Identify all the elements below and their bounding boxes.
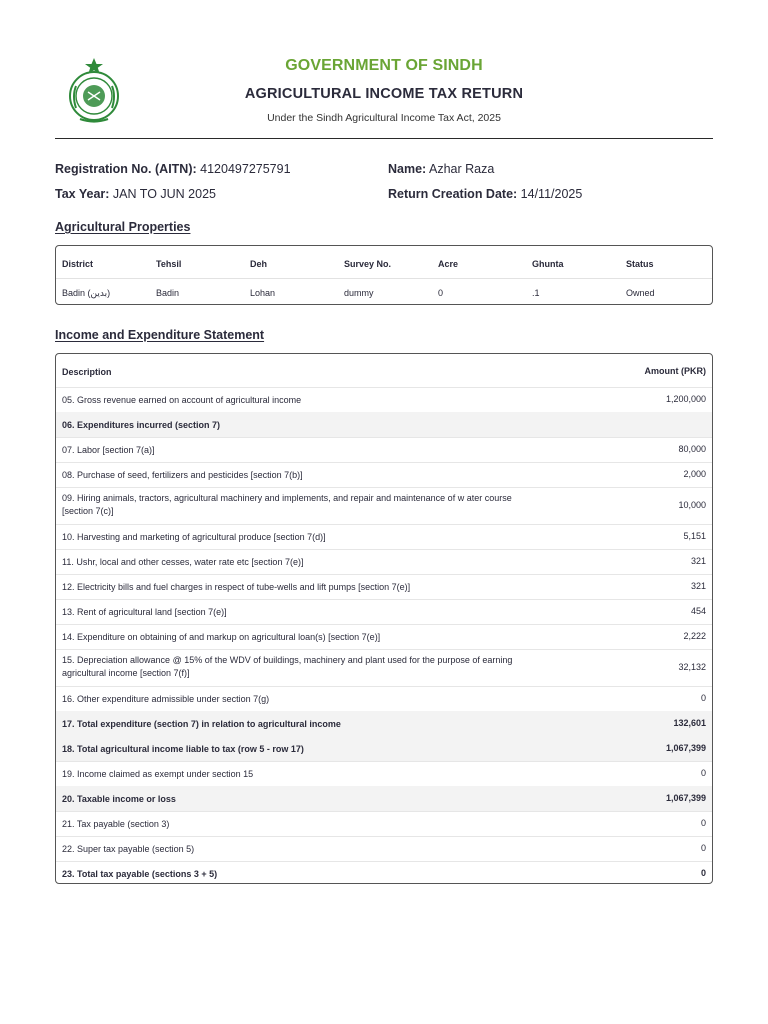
- income-row-amount: 10,000: [678, 500, 706, 510]
- income-row-amount: 80,000: [678, 444, 706, 454]
- properties-table: [55, 245, 713, 305]
- income-row: [56, 686, 712, 712]
- income-header-row: [56, 354, 712, 388]
- income-row-description: 16. Other expenditure admissible under section 7(g): [62, 694, 270, 704]
- income-row: [56, 711, 712, 737]
- income-row-amount: 0: [700, 768, 706, 778]
- income-row: [56, 761, 712, 787]
- income-title: Income and Expenditure Statement: [55, 328, 265, 342]
- tax-year-field: [55, 187, 216, 201]
- income-row: [56, 811, 712, 837]
- creation-date-field: [388, 187, 582, 201]
- properties-column-header: Survey No.: [344, 259, 392, 269]
- income-row: [56, 861, 712, 884]
- income-row-description: 18. Total agricultural income liable to tax (row 5 - row 17): [62, 744, 304, 754]
- header-divider: [55, 138, 713, 139]
- properties-column-header: Ghunta: [532, 259, 564, 269]
- income-row-description: 07. Labor [section 7(a)]: [62, 445, 155, 455]
- description-column-header: Description: [62, 367, 112, 377]
- properties-column-header: District: [62, 259, 94, 269]
- income-row: [56, 736, 712, 762]
- name-field: [388, 162, 494, 176]
- income-row-amount: 0: [700, 868, 706, 878]
- income-row-amount: 5,151: [683, 531, 706, 541]
- amount-column-header: Amount (PKR): [644, 366, 706, 376]
- properties-cell: Owned: [626, 288, 655, 298]
- income-row-description: 12. Electricity bills and fuel charges in respect of tube-wells and lift pumps [section 7(e)]: [62, 582, 411, 592]
- properties-cell: Lohan: [250, 288, 276, 298]
- income-row-amount: 454: [690, 606, 706, 616]
- income-row-description: 11. Ushr, local and other cesses, water rate etc [section 7(e)]: [62, 557, 304, 567]
- income-row: [56, 437, 712, 463]
- properties-cell: dummy: [344, 288, 374, 298]
- income-row-amount: 1,067,399: [665, 793, 706, 803]
- income-row-description: 22. Super tax payable (section 5): [62, 844, 195, 854]
- creation-date-value: 14/11/2025: [520, 187, 583, 201]
- income-row-amount: 0: [700, 818, 706, 828]
- income-row-amount: 1,067,399: [665, 743, 706, 753]
- income-row: [56, 836, 712, 862]
- income-row-amount: 32,132: [678, 662, 706, 672]
- properties-column-header: Acre: [438, 259, 459, 269]
- income-row: [56, 786, 712, 812]
- properties-row: [56, 279, 712, 305]
- income-row-description: 05. Gross revenue earned on account of agricultural income: [62, 395, 302, 405]
- income-row-amount: 0: [700, 693, 706, 703]
- registration-field: [55, 162, 291, 176]
- income-row-amount: 2,222: [683, 631, 706, 641]
- income-row-description: 14. Expenditure on obtaining of and markup on agricultural loan(s) [section 7(e)]: [62, 632, 381, 642]
- income-row: [56, 524, 712, 550]
- income-row-description: 20. Taxable income or loss: [62, 794, 176, 804]
- properties-cell: Badin (بدين): [62, 288, 111, 298]
- properties-title: Agricultural Properties: [55, 220, 191, 234]
- income-row: [56, 599, 712, 625]
- properties-cell: Badin: [156, 288, 180, 298]
- income-row-description: 08. Purchase of seed, fertilizers and pesticides [section 7(b)]: [62, 470, 303, 480]
- income-row: [56, 462, 712, 488]
- income-row-amount: 1,200,000: [665, 394, 706, 404]
- tax-year-label: Tax Year:: [55, 187, 110, 201]
- properties-header-row: [56, 250, 712, 279]
- income-row-description: 09. Hiring animals, tractors, agricultural machinery and implements, and repair and maintenance of w ater course [section 7(c)]: [62, 493, 512, 516]
- sindh-emblem-icon: [62, 56, 126, 124]
- income-row-amount: 2,000: [683, 469, 706, 479]
- document-title: AGRICULTURAL INCOME TAX RETURN: [244, 86, 524, 102]
- act-subtitle: Under the Sindh Agricultural Income Tax Act, 2025: [267, 112, 501, 124]
- registration-label: Registration No. (AITN):: [55, 162, 197, 176]
- income-row: [56, 412, 712, 438]
- properties-column-header: Status: [626, 259, 654, 269]
- income-row: [56, 387, 712, 413]
- income-row: [56, 549, 712, 575]
- income-row: [56, 624, 712, 650]
- income-row-description: 19. Income claimed as exempt under section 15: [62, 769, 254, 779]
- income-table: [55, 353, 713, 884]
- name-value: Azhar Raza: [429, 162, 495, 176]
- income-row-description: 13. Rent of agricultural land [section 7(e)]: [62, 607, 227, 617]
- income-row-description: 15. Depreciation allowance @ 15% of the WDV of buildings, machinery and plant used for the purpose of earning agricultural income [section 7(f)]: [62, 655, 513, 678]
- properties-cell: .1: [532, 288, 540, 298]
- income-row-description: 21. Tax payable (section 3): [62, 819, 170, 829]
- income-row-amount: 321: [690, 581, 706, 591]
- income-row-description: 23. Total tax payable (sections 3 + 5): [62, 869, 218, 879]
- name-label: Name:: [388, 162, 427, 176]
- income-row: [56, 649, 712, 687]
- income-row-description: 17. Total expenditure (section 7) in relation to agricultural income: [62, 719, 341, 729]
- creation-date-label: Return Creation Date:: [388, 187, 518, 201]
- properties-cell: 0: [438, 288, 444, 298]
- registration-value: 4120497275791: [200, 162, 291, 176]
- income-row-description: 06. Expenditures incurred (section 7): [62, 420, 221, 430]
- government-heading: GOVERNMENT OF SINDH: [285, 57, 483, 74]
- income-row-amount: 321: [690, 556, 706, 566]
- income-row-amount: 0: [700, 843, 706, 853]
- income-row-amount: 132,601: [673, 718, 706, 728]
- properties-column-header: Deh: [250, 259, 268, 269]
- properties-column-header: Tehsil: [156, 259, 182, 269]
- income-row: [56, 574, 712, 600]
- income-row-description: 10. Harvesting and marketing of agricultural produce [section 7(d)]: [62, 532, 326, 542]
- income-row: [56, 487, 712, 525]
- tax-year-value: JAN TO JUN 2025: [112, 187, 216, 201]
